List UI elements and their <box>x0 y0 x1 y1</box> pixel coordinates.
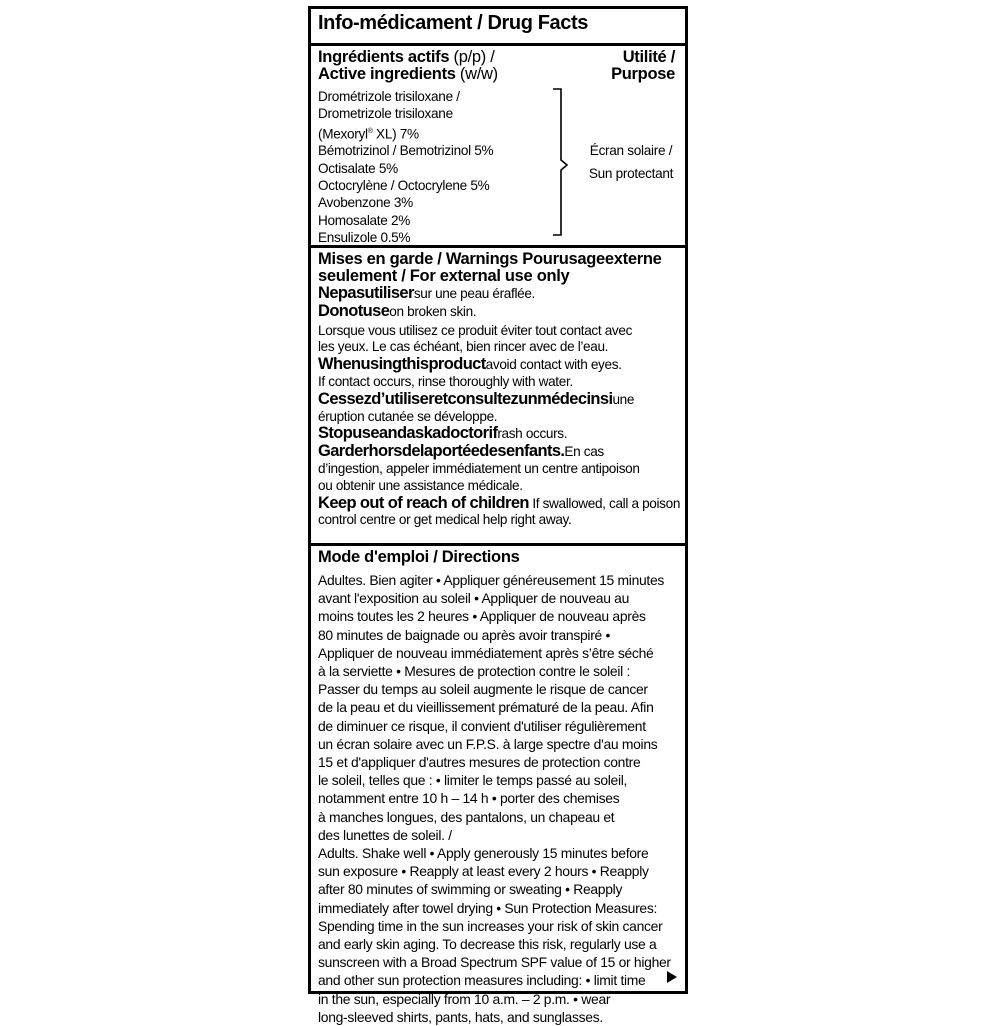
registered-mark: ® <box>367 127 373 135</box>
grouping-bracket <box>551 87 575 237</box>
continue-arrow-icon <box>667 971 677 983</box>
active-ingredients-header <box>318 49 498 83</box>
directions-line: Appliquer de nouveau immédiatement après s’être séché <box>318 644 654 661</box>
warning-line: les yeux. Le cas échéant, bien rincer avec de l’eau. <box>318 339 609 355</box>
warnings-title-line: seulement / For external use only <box>318 267 570 285</box>
directions-line: and other sun protection measures including: • limit time <box>318 972 646 989</box>
directions-line: sunscreen with a Broad Spectrum SPF value of 15 or higher <box>318 954 671 971</box>
warning-line <box>318 443 682 461</box>
warning-text: une <box>612 391 635 407</box>
title-section <box>311 9 685 46</box>
warnings-body <box>318 251 682 529</box>
directions-line: à manches longues, des pantalons, un chapeau et <box>318 808 615 825</box>
mexoryl-name: (Mexoryl <box>318 126 368 142</box>
warning-heading: Donotuse <box>318 301 390 320</box>
warning-line <box>318 425 682 443</box>
warning-text: avoid contact with eyes. <box>485 357 622 373</box>
warning-line: éruption cutanée se développe. <box>318 408 498 424</box>
warnings-title <box>318 251 682 285</box>
purpose-header-fr: Utilité / <box>622 48 675 66</box>
warning-text: on broken skin. <box>389 303 477 319</box>
warning-line <box>318 303 682 321</box>
directions-body <box>318 547 684 1026</box>
directions-line: Adults. Shake well • Apply generously 15 minutes before <box>318 845 649 862</box>
warning-line <box>318 285 682 303</box>
warning-text: rash occurs. <box>497 426 568 442</box>
directions-line: immediately after towel drying • Sun Protection Measures: <box>318 899 658 916</box>
warning-heading: Cessezd’utiliseretconsultezunmédecinsi <box>318 389 613 408</box>
directions-line: de la peau et du vieillissement prématuré de la peau. Afin <box>318 699 654 716</box>
ingredient-item: Drometrizole trisiloxane <box>318 106 453 122</box>
warnings-title-line: Mises en garde / Warnings Pourusageexterne <box>318 250 662 268</box>
ingredient-item: Homosalate 2% <box>318 212 411 228</box>
ingredient-item: Drométrizole trisiloxane / <box>318 89 460 104</box>
warning-line <box>318 495 682 513</box>
directions-line: and early skin aging. To decrease this risk, regularly use a <box>318 936 657 953</box>
directions-line: un écran solaire avec un F.P.S. à large spectre d'au moins <box>318 735 658 752</box>
warning-line: control centre or get medical help right away. <box>318 512 572 528</box>
directions-line: Adultes. Bien agiter • Appliquer généreusement 15 minutes <box>318 572 665 588</box>
warning-line: If contact occurs, rinse thoroughly with water. <box>318 373 573 389</box>
purpose-header-en: Purpose <box>611 65 675 83</box>
warning-line: ou obtenir une assistance médicale. <box>318 477 523 493</box>
directions-line: avant l'exposition au soleil • Appliquer de nouveau au <box>318 590 630 607</box>
ingredient-item: Bémotrizinol / Bemotrizinol 5% <box>318 143 494 159</box>
ingredient-item: Avobenzone 3% <box>318 195 413 211</box>
header-en-unit: (w/w) <box>455 65 498 83</box>
mexoryl-strength: XL) 7% <box>372 126 419 142</box>
purpose-header <box>611 49 675 83</box>
warning-heading: Garderhorsdelaportéedesenfants. <box>318 442 565 461</box>
warning-line <box>318 391 682 409</box>
directions-line: notamment entre 10 h – 14 h • porter des chemises <box>318 790 620 807</box>
warning-line: d’ingestion, appeler immédiatement un centre antipoison <box>318 460 640 476</box>
panel-title: Info-médicament / Drug Facts <box>318 12 588 34</box>
ingredient-list <box>318 88 493 246</box>
directions-line: Passer du temps au soleil augmente le risque de cancer <box>318 681 648 698</box>
warning-line <box>318 356 682 374</box>
warning-heading: Keep out of reach of children <box>318 493 529 512</box>
warning-text: En cas <box>564 444 604 460</box>
warning-text: sur une peau éraflée. <box>413 286 535 301</box>
header-en-label: Active ingredients <box>318 65 456 83</box>
header-fr-label: Ingrédients actifs <box>318 48 450 66</box>
warning-heading: Nepasutiliser <box>318 284 414 302</box>
directions-line: le soleil, telles que : • limiter le temps passé au soleil, <box>318 772 628 789</box>
warning-text: If swallowed, call a poison <box>532 495 681 511</box>
ingredient-item <box>318 123 493 143</box>
purpose-value-en: Sun protectant <box>588 166 674 181</box>
directions-section <box>311 543 685 1025</box>
warnings-section <box>311 245 685 546</box>
warning-heading: Whenusingthisproduct <box>318 355 486 374</box>
warning-heading: Stopuseandaskadoctorif <box>318 424 498 443</box>
ingredient-item: Octocrylène / Octocrylene 5% <box>318 178 490 194</box>
directions-line: 80 minutes de baignade ou après avoir transpiré • <box>318 626 611 643</box>
ingredient-item: Octisalate 5% <box>318 160 398 176</box>
directions-line: de diminuer ce risque, il convient d'utiliser régulièrement <box>318 717 646 734</box>
directions-line: moins toutes les 2 heures • Appliquer de nouveau après <box>318 608 646 625</box>
active-ingredients-section <box>311 43 685 248</box>
header-fr-unit: (p/p) / <box>449 48 495 66</box>
warning-line: Lorsque vous utilisez ce produit éviter tout contact avec <box>318 322 633 338</box>
directions-title: Mode d'emploi / Directions <box>318 548 520 566</box>
directions-line: à la serviette • Mesures de protection contre le soleil : <box>318 663 631 680</box>
drug-facts-panel <box>308 6 688 1025</box>
ingredient-item: Ensulizole 0.5% <box>318 229 411 245</box>
directions-line: long-sleeved shirts, pants, hats, and sunglasses. <box>318 1008 603 1025</box>
directions-line: Spending time in the sun increases your risk of skin cancer <box>318 917 663 934</box>
directions-line: in the sun, especially from 10 a.m. – 2 p.m. • wear <box>318 990 611 1007</box>
directions-line: after 80 minutes of swimming or sweating • Reapply <box>318 881 623 898</box>
directions-line: sun exposure • Reapply at least every 2 hours • Reapply <box>318 863 649 880</box>
purpose-value-fr: Écran solaire / <box>589 143 673 158</box>
directions-line: 15 et d'appliquer d'autres mesures de protection contre <box>318 754 641 771</box>
purpose-value <box>579 139 683 185</box>
directions-line: des lunettes de soleil. / <box>318 826 452 843</box>
